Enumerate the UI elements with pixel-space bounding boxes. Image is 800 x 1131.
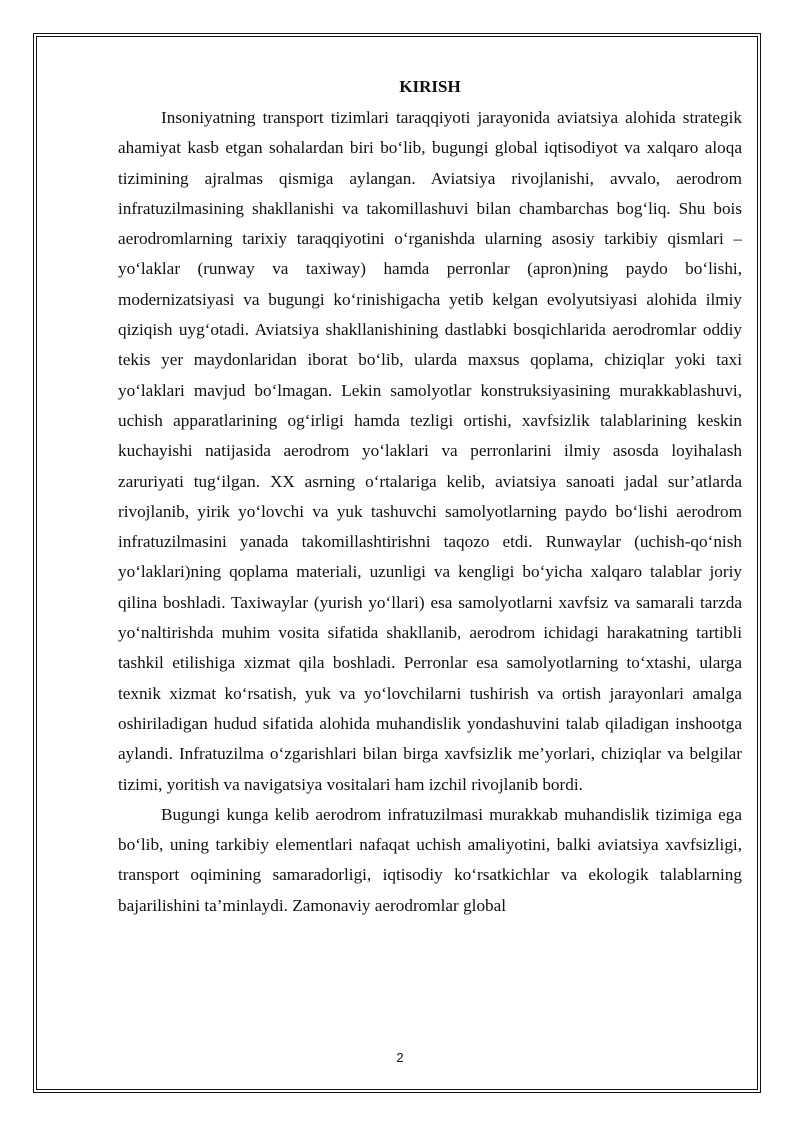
page-number: 2: [396, 1050, 404, 1065]
paragraph-intro: Insoniyatning transport tizimlari taraqqiyoti jarayonida aviatsiya alohida strategik ahamiyat kasb etgan sohalardan biri bo‘lib, bugungi global iqtisodiyot va xalqaro aloqa tizimining ajralmas qismiga aylangan. Aviatsiya rivojlanishi, avvalo, aerodrom infratuzilmasining shakllanishi va takomillashuvi bilan chambarchas bog‘liq. Shu bois aerodromlarning tarixiy taraqqiyotini o‘rganishda ularning asosiy tarkibiy qismlari – yo‘laklar (runway va taxiway) hamda perronlar (apron)ning paydo bo‘lishi, modernizatsiyasi va bugungi ko‘rinishigacha yetib kelgan evolyutsiyasi alohida ilmiy qiziqish uyg‘otadi. Aviatsiya shakllanishining dastlabki bosqichlarida aerodromlar oddiy tekis yer maydonlaridan iborat bo‘lib, ularda maxsus qoplama, chiziqlar yoki taxi yo‘laklari mavjud bo‘lmagan. Lekin samolyotlar konstruksiyasining murakkablashuvi, uchish apparatlarining og‘irligi hamda tezligi ortishi, xavfsizlik talablarining keskin kuchayishi natijasida aerodrom yo‘laklari va perronlarini ilmiy asosda loyihalash zaruriyati tug‘ilgan. XX asrning o‘rtalariga kelib, aviatsiya sanoati jadal sur’atlarda rivojlanib, yirik yo‘lovchi va yuk tashuvchi samolyotlarning paydo bo‘lishi aerodrom infratuzilmasini yanada takomillashtirishni taqozo etdi. Runwaylar (uchish-qo‘nish yo‘laklari)ning qoplama materiali, uzunligi va kengligi bo‘yicha xalqaro talablar joriy qilina boshladi. Taxiwaylar (yurish yo‘llari) esa samolyotlarni xavfsiz va samarali tarzda yo‘naltirishda muhim vosita sifatida shakllanib, aerodrom ichidagi harakatning tartibli tashkil etilishiga xizmat qila boshladi. Perronlar esa samolyotlarning to‘xtashi, ularga texnik xizmat ko‘rsatish, yuk va yo‘lovchilarni tushirish va ortish jarayonlari amalga oshiriladigan hudud sifatida alohida muhandislik yondashuvini talab qiladigan inshootga aylandi. Infratuzilma o‘zgarishlari bilan birga xavfsizlik me’yorlari, chiziqlar va belgilar tizimi, yoritish va navigatsiya vositalari ham izchil rivojlanib bordi.: [118, 108, 742, 794]
section-heading: KIRISH: [399, 77, 461, 96]
document-body: [118, 76, 742, 921]
paragraph-modern: Bugungi kunga kelib aerodrom infratuzilmasi murakkab muhandislik tizimiga ega bo‘lib, uning tarkibiy elementlari nafaqat uchish amaliyotini, balki aviatsiya xavfsizligi, transport oqimining samaradorligi, iqtisodiy ko‘rsatkichlar va ekologik talablarning bajarilishini ta’minlaydi. Zamonaviy aerodromlar global: [118, 804, 742, 915]
